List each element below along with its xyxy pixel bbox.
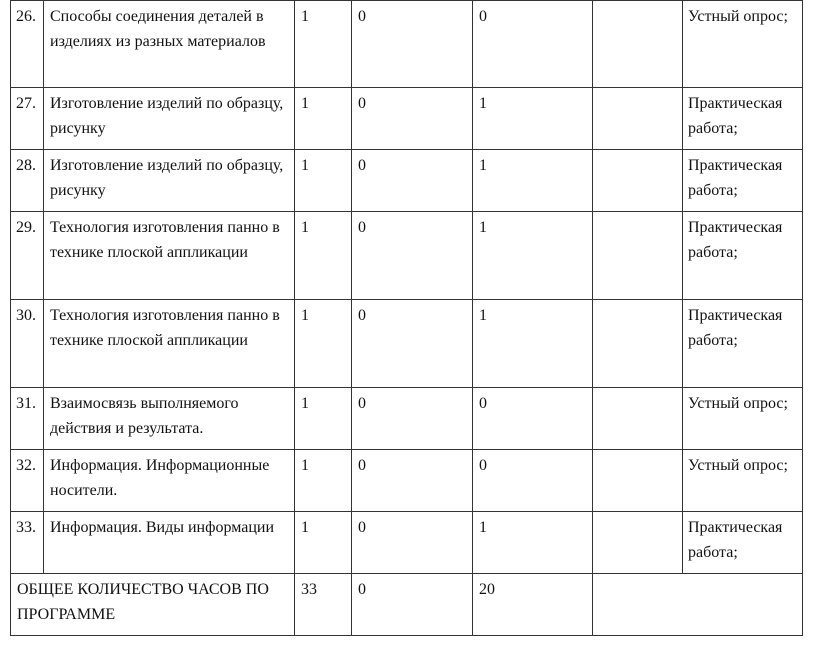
control-form-cell: Практическая работа; (683, 88, 803, 150)
row-number: 28. (11, 150, 44, 212)
date-cell (593, 88, 683, 150)
control-form-cell: Практическая работа; (683, 150, 803, 212)
topic-cell: Изготовление изделий по образцу, рисунку (44, 88, 295, 150)
summary-row (11, 574, 803, 636)
hours-practice-cell: 1 (473, 300, 593, 388)
summary-total-hours: 33 (295, 574, 352, 636)
table-row (11, 212, 803, 300)
control-form-cell: Практическая работа; (683, 512, 803, 574)
table-row (11, 150, 803, 212)
topic-cell: Информация. Информационные носители. (44, 450, 295, 512)
summary-empty-cell (593, 574, 803, 636)
table-row (11, 1, 803, 88)
row-number: 26. (11, 1, 44, 88)
table-row (11, 88, 803, 150)
topic-cell: Взаимосвязь выполняемого действия и результата. (44, 388, 295, 450)
table-row (11, 512, 803, 574)
hours-practice-cell: 1 (473, 512, 593, 574)
topic-cell: Информация. Виды информации (44, 512, 295, 574)
hours-theory-cell: 0 (352, 88, 473, 150)
table-row (11, 450, 803, 512)
hours-theory-cell: 0 (352, 212, 473, 300)
date-cell (593, 388, 683, 450)
hours-total-cell: 1 (295, 150, 352, 212)
row-number: 33. (11, 512, 44, 574)
hours-practice-cell: 0 (473, 1, 593, 88)
hours-total-cell: 1 (295, 88, 352, 150)
hours-practice-cell: 1 (473, 212, 593, 300)
table-row (11, 300, 803, 388)
date-cell (593, 512, 683, 574)
row-number: 30. (11, 300, 44, 388)
date-cell (593, 1, 683, 88)
summary-label: ОБЩЕЕ КОЛИЧЕСТВО ЧАСОВ ПО ПРОГРАММЕ (11, 574, 295, 636)
row-number: 29. (11, 212, 44, 300)
lesson-plan-table (10, 0, 803, 636)
hours-total-cell: 1 (295, 212, 352, 300)
hours-theory-cell: 0 (352, 388, 473, 450)
date-cell (593, 150, 683, 212)
control-form-cell: Практическая работа; (683, 300, 803, 388)
hours-total-cell: 1 (295, 450, 352, 512)
control-form-cell: Устный опрос; (683, 450, 803, 512)
hours-theory-cell: 0 (352, 1, 473, 88)
hours-theory-cell: 0 (352, 512, 473, 574)
hours-total-cell: 1 (295, 1, 352, 88)
row-number: 32. (11, 450, 44, 512)
summary-practice-hours: 20 (473, 574, 593, 636)
control-form-cell: Устный опрос; (683, 388, 803, 450)
hours-total-cell: 1 (295, 388, 352, 450)
hours-practice-cell: 0 (473, 388, 593, 450)
topic-cell: Способы соединения деталей в изделиях из разных материалов (44, 1, 295, 88)
date-cell (593, 450, 683, 512)
summary-theory-hours: 0 (352, 574, 473, 636)
topic-cell: Изготовление изделий по образцу, рисунку (44, 150, 295, 212)
hours-theory-cell: 0 (352, 450, 473, 512)
topic-cell: Технология изготовления панно в технике плоской аппликации (44, 300, 295, 388)
topic-cell: Технология изготовления панно в технике плоской аппликации (44, 212, 295, 300)
row-number: 27. (11, 88, 44, 150)
date-cell (593, 300, 683, 388)
control-form-cell: Устный опрос; (683, 1, 803, 88)
row-number: 31. (11, 388, 44, 450)
hours-theory-cell: 0 (352, 150, 473, 212)
hours-practice-cell: 1 (473, 88, 593, 150)
hours-total-cell: 1 (295, 300, 352, 388)
table-row (11, 388, 803, 450)
control-form-cell: Практическая работа; (683, 212, 803, 300)
hours-practice-cell: 0 (473, 450, 593, 512)
date-cell (593, 212, 683, 300)
hours-total-cell: 1 (295, 512, 352, 574)
hours-practice-cell: 1 (473, 150, 593, 212)
hours-theory-cell: 0 (352, 300, 473, 388)
